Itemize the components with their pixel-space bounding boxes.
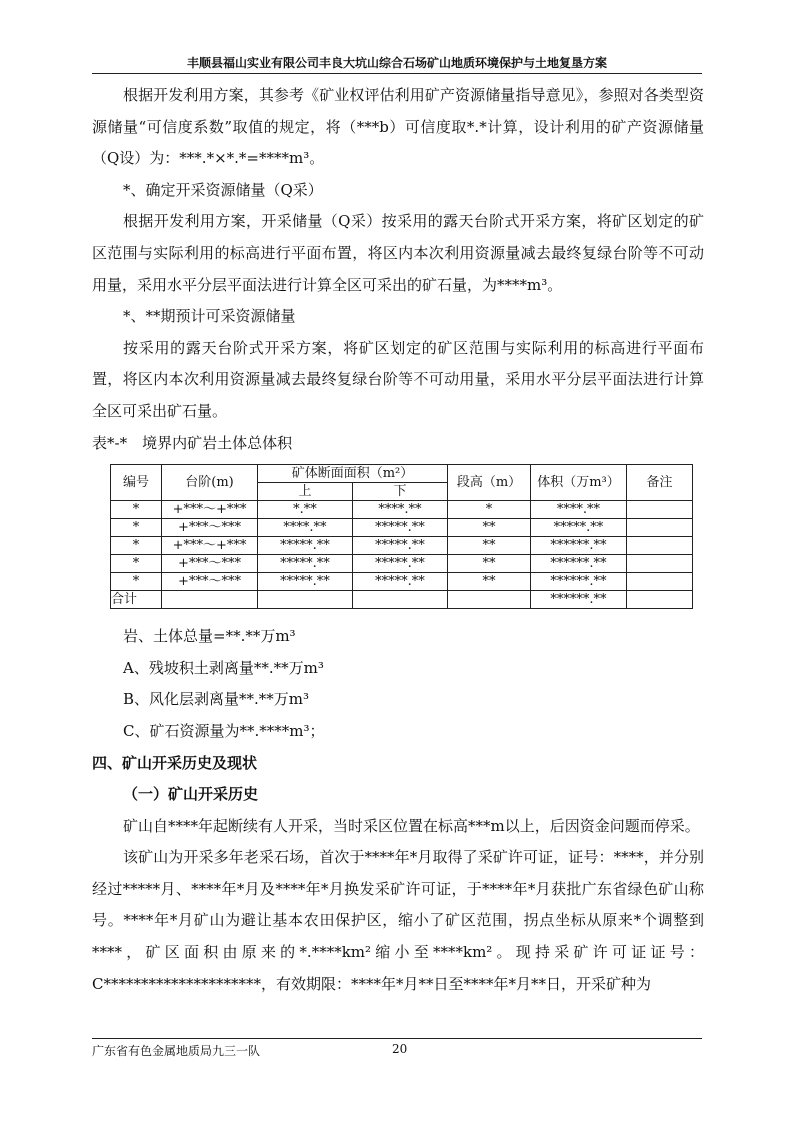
cell-total-label: 合计 — [111, 591, 162, 609]
cell-bench: +***～+*** — [162, 537, 258, 555]
table-row — [111, 555, 693, 573]
document-body — [92, 80, 704, 1000]
cell-volume: *****.** — [531, 519, 627, 537]
header-volume: 体积（万m³） — [531, 465, 627, 501]
header-bench: 台阶(m) — [162, 465, 258, 501]
cell-upper: *****.** — [258, 537, 353, 555]
paragraph: 该矿山为开采多年老采石场，首次于****年*月取得了采矿许可证，证号：****，并分别经过*****月、****年*月及****年*月换发采矿许可证，于****年*月获批广东省绿色矿山称号。****年*月矿山为避让基本农田保护区，缩小了矿区范围，拐点坐标从原来*个调整到****，矿区面积由原来的*.****km²缩小至****km²。现持采矿许可证证号：C*********************，有效期限：****年*月**日至****年*月**日，开采矿种为 — [92, 848, 704, 993]
cell-height: ** — [448, 537, 531, 555]
paragraph: 按采用的露天台阶式开采方案，将矿区划定的矿区范围与实际利用的标高进行平面布置，将区内本次利用资源量减去最终复绿台阶等不可动用量，采用水平分层平面法进行计算全区可采出矿石量。 — [92, 338, 704, 420]
list-heading: *、确定开采资源储量（Q采） — [123, 180, 323, 199]
cell-bench: +***～+*** — [162, 501, 258, 519]
table-caption: 表*-* 境界内矿岩土体总体积 — [92, 433, 293, 452]
summary-item-a: A、残坡积土剥离量**.**万m³ — [123, 658, 324, 677]
table-row — [111, 501, 693, 519]
cell-height: ** — [448, 573, 531, 591]
list-heading: *、**期预计可采资源储量 — [123, 307, 296, 326]
cell-bench: +***～*** — [162, 519, 258, 537]
cell-remark — [627, 519, 693, 537]
cell-upper: *.** — [258, 501, 353, 519]
cell-volume: ******.** — [531, 537, 627, 555]
header-no: 编号 — [111, 465, 162, 501]
cell-bench: +***～*** — [162, 573, 258, 591]
page-header: 丰顺县福山实业有限公司丰良大坑山综合石场矿山地质环境保护与土地复垦方案 — [186, 56, 607, 70]
cell-upper: *****.** — [258, 573, 353, 591]
cell-upper — [258, 591, 353, 609]
cell-remark — [627, 537, 693, 555]
cell-lower: *****.** — [353, 537, 448, 555]
table-row — [111, 519, 693, 537]
summary-item-b: B、风化层剥离量**.**万m³ — [123, 690, 310, 709]
cell-remark — [627, 591, 693, 609]
cell-no: * — [111, 501, 162, 519]
cell-bench: +***～*** — [162, 555, 258, 573]
cell-remark — [627, 555, 693, 573]
cell-remark — [627, 573, 693, 591]
cell-no: * — [111, 555, 162, 573]
cell-height: ** — [448, 555, 531, 573]
paragraph: 矿山自****年起断续有人开采，当时采区位置在标高***m以上，后因资金问题而停采。 — [123, 816, 700, 835]
paragraph: 根据开发利用方案，其参考《矿业权评估利用矿产资源储量指导意见》，参照对各类型资源储量“可信度系数”取值的规定，将（***b）可信度取*.*计算，设计利用的矿产资源储量（Q设）为：***.*×*.*=****m³。 — [92, 86, 704, 168]
cell-lower: ****.** — [353, 501, 448, 519]
section-heading: 四、矿山开采历史及现状 — [92, 753, 258, 772]
cell-no: * — [111, 537, 162, 555]
cell-volume: ****.** — [531, 501, 627, 519]
subsection-heading: （一）矿山开采历史 — [123, 785, 259, 804]
cell-upper: ****.** — [258, 519, 353, 537]
table-total-row — [111, 591, 693, 609]
cell-no: * — [111, 573, 162, 591]
cell-height — [448, 591, 531, 609]
cell-volume: ******.** — [531, 555, 627, 573]
cell-bench — [162, 591, 258, 609]
footer-rule — [92, 1038, 702, 1039]
header-lower: 下 — [353, 483, 448, 501]
cell-lower: *****.** — [353, 519, 448, 537]
cell-upper: *****.** — [258, 555, 353, 573]
table-row — [111, 537, 693, 555]
footer-organization: 广东省有色金属地质局九三一队 — [92, 1044, 261, 1058]
cell-no: * — [111, 519, 162, 537]
volume-table — [110, 464, 693, 609]
paragraph: 根据开发利用方案，开采储量（Q采）按采用的露天台阶式开采方案，将矿区划定的矿区范围与实际利用的标高进行平面布置，将区内本次利用资源量减去最终复绿台阶等不可动用量，采用水平分层平面法进行计算全区可采出的矿石量，为****m³。 — [92, 212, 704, 294]
header-rule — [92, 73, 702, 74]
header-section-area: 矿体断面面积（m²） — [258, 465, 448, 483]
cell-height: ** — [448, 519, 531, 537]
page-number: 20 — [392, 1042, 408, 1056]
cell-remark — [627, 501, 693, 519]
cell-volume: ******.** — [531, 573, 627, 591]
summary-total: 岩、土体总量=**.**万m³ — [123, 627, 296, 646]
cell-volume: ******.** — [531, 591, 627, 609]
summary-item-c: C、矿石资源量为**.****m³； — [123, 721, 325, 740]
header-height: 段高（m） — [448, 465, 531, 501]
header-remark: 备注 — [627, 465, 693, 501]
cell-height: * — [448, 501, 531, 519]
cell-lower — [353, 591, 448, 609]
cell-lower: *****.** — [353, 573, 448, 591]
table-row — [111, 573, 693, 591]
header-upper: 上 — [258, 483, 353, 501]
cell-lower: *****.** — [353, 555, 448, 573]
